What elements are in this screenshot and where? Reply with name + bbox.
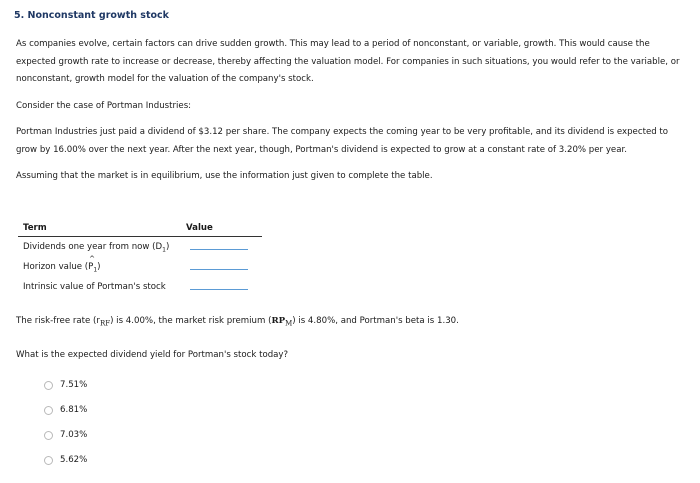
option-label: 7.51% [60, 380, 88, 390]
question-title: 5. Nonconstant growth stock [14, 10, 169, 21]
horizon-input-blank[interactable] [190, 268, 248, 270]
table-row [18, 277, 262, 297]
option-label: 7.03% [60, 430, 88, 440]
answer-option[interactable] [44, 380, 87, 390]
radio-button[interactable] [44, 381, 53, 390]
table-row [18, 257, 262, 277]
question-text: What is the expected dividend yield for Portman's stock today? [16, 350, 289, 360]
option-label: 6.81% [60, 405, 88, 415]
dividend-input-blank[interactable] [190, 248, 248, 250]
row-label-horizon: Horizon value (^ $P_1$) [23, 262, 101, 274]
row-label-intrinsic: Intrinsic value of Portman's stock [23, 282, 166, 292]
radio-button[interactable] [44, 406, 53, 415]
table-row [18, 237, 262, 257]
answer-option[interactable] [44, 430, 87, 440]
row-label-dividend: Dividends one year from now $(D_1)$ [23, 242, 170, 254]
answer-option[interactable] [44, 405, 87, 415]
radio-button[interactable] [44, 431, 53, 440]
instruction-text: Assuming that the market is in equilibrium, use the information just given to complete the table. [16, 171, 433, 181]
valuation-table [18, 220, 262, 297]
table-header [18, 220, 262, 237]
option-label: 5.62% [60, 455, 88, 465]
intrinsic-input-blank[interactable] [190, 288, 248, 290]
answer-option[interactable] [44, 455, 87, 465]
radio-button[interactable] [44, 456, 53, 465]
header-term: Term [23, 223, 47, 233]
header-value: Value [186, 223, 213, 233]
consider-text: Consider the case of Portman Industries: [16, 101, 192, 111]
intro-paragraph: As companies evolve, certain factors can drive sudden growth. This may lead to a period of nonconstant, or variable, growth. This would cause the expected growth rate to increase or decrease, thereby affecting the valuation model. For companies in such situations, you would refer to the variable, or nonconstant, growth model for the valuation of the company's stock. [16, 39, 680, 84]
scenario-paragraph: Portman Industries just paid a dividend of $3.12 per share. The company expects the coming year to be very profitable, and its dividend is expected to grow by 16.00% over the next year. After the next year, though, Portman's dividend is expected to grow at a constant rate of 3.20% per year. [16, 127, 669, 155]
riskfree-text: The risk-free rate $(r_{RF})$ is 4.00%, the market risk premium $(RP_M)$ is 4.80%, and Portman's beta is 1.30. [16, 316, 459, 328]
